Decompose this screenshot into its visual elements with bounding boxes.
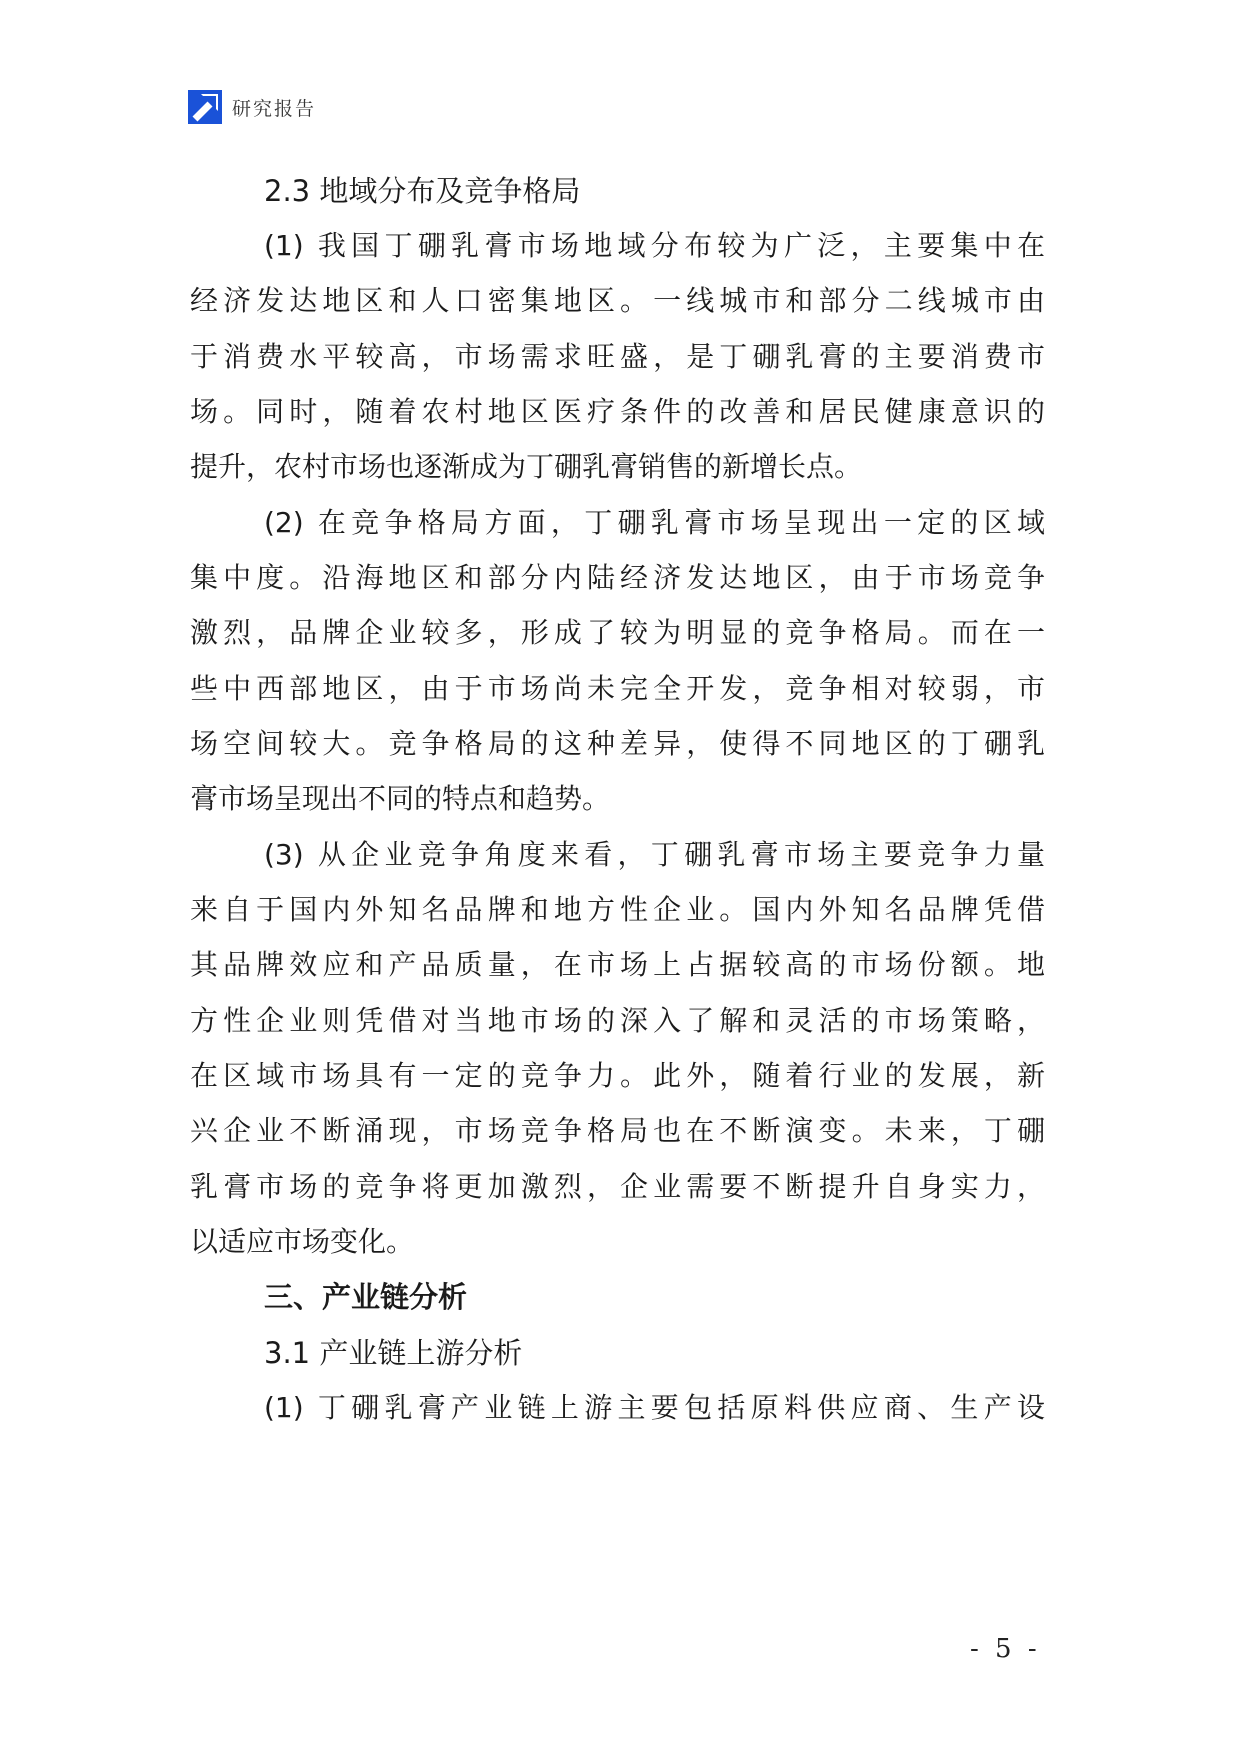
paragraph-line: 方性企业则凭借对当地市场的深入了解和灵活的市场策略， [190, 1004, 1045, 1037]
paragraph-line: 场。同时，随着农村地区医疗条件的改善和居民健康意识的 [190, 395, 1045, 428]
paragraph-line: 兴企业不断涌现，市场竞争格局也在不断演变。未来，丁硼 [190, 1114, 1045, 1147]
paragraph-line: 提升，农村市场也逐渐成为丁硼乳膏销售的新增长点。 [190, 450, 863, 483]
section-heading-3-1: 3.1 产业链上游分析 [264, 1336, 523, 1370]
paragraph-line: 些中西部地区，由于市场尚未完全开发，竞争相对较弱，市 [190, 672, 1045, 705]
paragraph-line: 以适应市场变化。 [190, 1225, 415, 1258]
header-title: 研究报告 [232, 97, 317, 120]
paragraph-line: 其品牌效应和产品质量，在市场上占据较高的市场份额。地 [190, 948, 1045, 981]
report-header [188, 90, 316, 124]
paragraph-line: 乳膏市场的竞争将更加激烈，企业需要不断提升自身实力， [190, 1170, 1045, 1203]
paragraph-line: 在区域市场具有一定的竞争力。此外，随着行业的发展，新 [190, 1059, 1045, 1092]
chapter-heading-3: 三、产业链分析 [264, 1280, 468, 1314]
paragraph-line: 经济发达地区和人口密集地区。一线城市和部分二线城市由 [190, 284, 1045, 317]
paragraph-line: (2) 在竞争格局方面，丁硼乳膏市场呈现出一定的区域 [264, 506, 1045, 539]
paragraph-line: 激烈，品牌企业较多，形成了较为明显的竞争格局。而在一 [190, 616, 1045, 649]
paragraph-line: 于消费水平较高，市场需求旺盛，是丁硼乳膏的主要消费市 [190, 340, 1045, 373]
paragraph-line: 膏市场呈现出不同的特点和趋势。 [190, 782, 611, 815]
report-logo-icon [188, 90, 222, 124]
paragraph-line: (1) 丁硼乳膏产业链上游主要包括原料供应商、生产设 [264, 1391, 1045, 1424]
section-heading-2-3: 2.3 地域分布及竞争格局 [264, 174, 581, 208]
paragraph-line: 来自于国内外知名品牌和地方性企业。国内外知名品牌凭借 [190, 893, 1045, 926]
paragraph-line: 集中度。沿海地区和部分内陆经济发达地区，由于市场竞争 [190, 561, 1045, 594]
paragraph-line: (1) 我国丁硼乳膏市场地域分布较为广泛，主要集中在 [264, 229, 1045, 262]
page-number: - 5 - [970, 1634, 1041, 1664]
paragraph-line: 场空间较大。竞争格局的这种差异，使得不同地区的丁硼乳 [190, 727, 1045, 760]
paragraph-line: (3) 从企业竞争角度来看，丁硼乳膏市场主要竞争力量 [264, 838, 1045, 871]
